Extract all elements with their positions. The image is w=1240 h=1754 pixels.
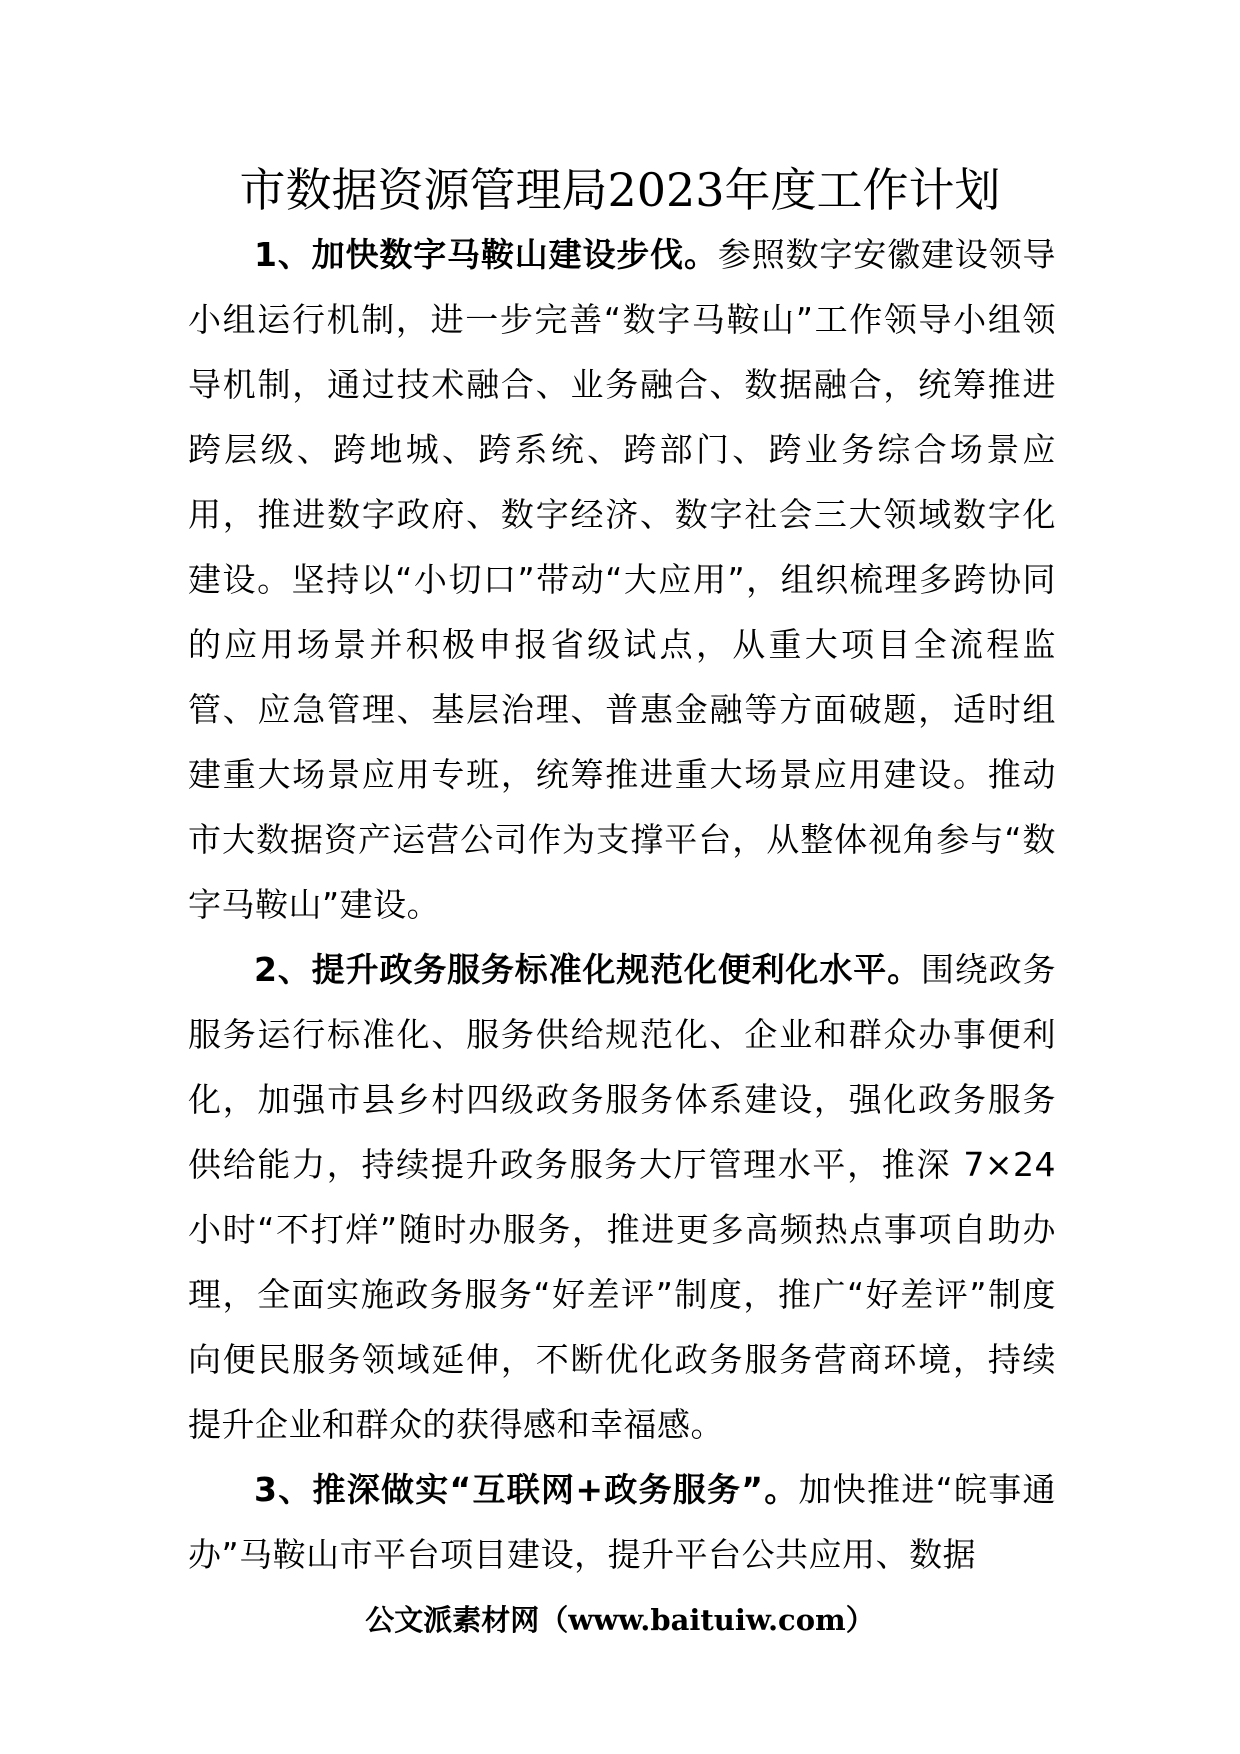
source-footer: 公文派素材网（www.baituiw.com） [365, 1603, 875, 1637]
paragraph-2 [188, 937, 1056, 1457]
paragraph-3-heading: 3、推深做实“互联网+政务服务”。 [254, 1470, 799, 1509]
document-body [188, 222, 1056, 1587]
paragraph-3 [188, 1457, 1056, 1587]
paragraph-3-text: 加快推进“皖事通办”马鞍山市平台项目建设，提升平台公共应用、数据 [188, 1470, 1056, 1574]
document-title: 市数据资源管理局2023年度工作计划 [239, 163, 1001, 217]
paragraph-2-text: 围绕政务服务运行标准化、服务供给规范化、企业和群众办事便利化，加强市县乡村四级政务服务体系建设，强化政务服务供给能力，持续提升政务服务大厅管理水平，推深 7×24 小时“不打烊”随时办服务，推进更多高频热点事项自助办理，全面实施政务服务“好差评”制度，推广“好差评”制度向便民服务领域延伸，不断优化政务服务营商环境，持续提升企业和群众的获得感和幸福感。 [188, 950, 1057, 1444]
paragraph-1-text: 参照数字安徽建设领导小组运行机制，进一步完善“数字马鞍山”工作领导小组领导机制，通过技术融合、业务融合、数据融合，统筹推进跨层级、跨地城、跨系统、跨部门、跨业务综合场景应用，推进数字政府、数字经济、数字社会三大领域数字化建设。坚持以“小切口”带动“大应用”，组织梳理多跨协同的应用场景并积极申报省级试点，从重大项目全流程监管、应急管理、基层治理、普惠金融等方面破题，适时组建重大场景应用专班，统筹推进重大场景应用建设。推动市大数据资产运营公司作为支撑平台，从整体视角参与“数字马鞍山”建设。 [188, 235, 1057, 924]
paragraph-1-heading: 1、加快数字马鞍山建设步伐。 [254, 235, 718, 274]
paragraph-1 [188, 222, 1056, 937]
paragraph-2-heading: 2、提升政务服务标准化规范化便利化水平。 [254, 950, 921, 989]
